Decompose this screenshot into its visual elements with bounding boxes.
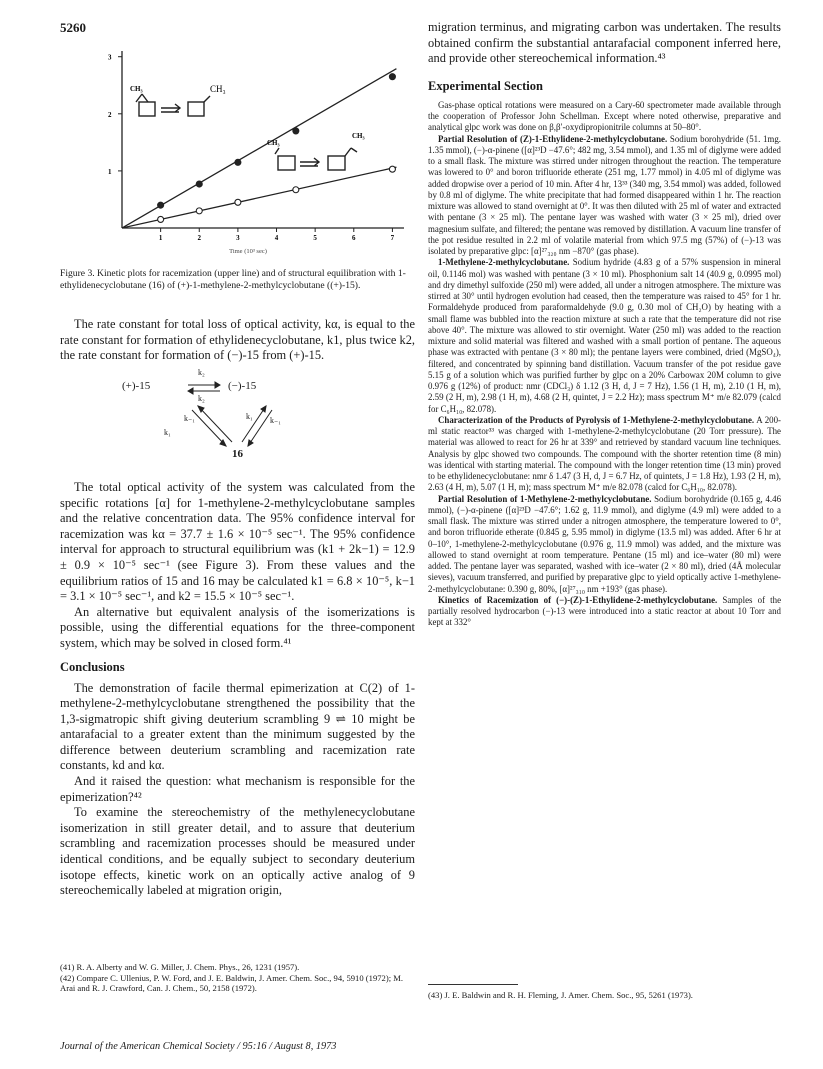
scheme-left: (+)-15 [122,379,151,392]
paragraph: migration terminus, and migrating carbon was undertaken. The results obtained confirm the substantial antarafacial component inferred here, and provide other stereochemical information.⁴³ [428,20,781,66]
experimental-paragraph [428,257,781,415]
equilibration-point [158,216,164,222]
kinetic-scheme [60,367,415,472]
racemization-point [158,202,164,208]
x-tick-label: 7 [390,234,395,242]
equilibration-point [293,187,299,193]
subsection-body: Sodium borohydride (0.165 g, 4.46 mmol), (−)-α-pinene ([α]²³D −47.6°; 1.62 g, 11.9 mmol), and diglyme (4.9 ml) were added to a small flask. The mixture was stirred under a nitrogen atmosphere, the temperature lowered to 0°, and boron trifluoride etherate (0.845 g, 5.95 mmol) in diglyme (13.5 ml) was added. After 6 hr at 0–10°, 1-methylene-2-methylcyclobutane (0.976 g, 11.9 mmol) was added, and the mixture was allowed to stand overnight at room temperature. Pentane (15 ml) and ice–water (80 ml) were added. The pentane layer was separated, washed with ice–water (2 × 80 ml), dried (4Å molecular sieves), vacuum transferred, and purified by preparative glpc to yield optically active 1-methylene-2-methylcyclobutane: 0.390 g, 80%, [α]²⁷₃₁₀ nm +193° (gas phase). [428,493,782,594]
paragraph: The total optical activity of the system was calculated from the specific rotations [α] for 1-methylene-2-methylcyclobutane samples and the relative concentration data. The 95% confidence interval for racemization was kα = 37.7 ± 1.6 × 10⁻⁵ sec⁻¹. The 95% confidence interval for approach to structural equilibrium was (k1 + 2k−1) = 12.9 ± 0.9 × 10⁻⁵ sec⁻¹ (see Figure 3). From these values and the equilibrium ratios of 15 and 16 may be calculated k1 = 6.8 × 10⁻⁵, k−1 = 3.1 × 10⁻⁵ sec⁻¹, and k2 = 15.5 × 10⁻⁵ sec⁻¹. [60,479,415,604]
left-column [60,268,415,899]
racemization-point [293,128,299,134]
footnote: (41) R. A. Alberty and W. G. Miller, J. Chem. Phys., 26, 1231 (1957). [60,962,300,972]
page-number: 5260 [60,20,86,35]
y-tick-label: 1 [108,167,112,176]
equilibration-point [235,199,241,205]
scheme-k1: k₁ [246,411,253,421]
racemization-point [389,74,395,80]
section-heading: Conclusions [60,659,125,674]
scheme-k2: k₂ [198,393,205,403]
footnote: (42) Compare C. Ullenius, P. W. Ford, and J. E. Baldwin, J. Amer. Chem. Soc., 94, 5910 (1972); M. Arai and R. J. Crawford, Can. J. Chem., 50, 2158 (1972). [60,972,404,994]
y-ticks [108,54,122,176]
subsection-title: Partial Resolution of (Z)-1-Ethylidene-2-methylcyclobutane. [438,133,668,144]
x-tick-label: 2 [197,234,202,242]
footnote-rule [428,984,518,985]
paragraph: An alternative but equivalent analysis of the isomerizations is possible, using the differential equations for the three-component system, which may be solved in closed form.⁴¹ [60,604,415,650]
molecule-label: CH₃ [210,84,226,94]
molecule-sketch-top [136,94,210,116]
scheme-km1: k₋₁ [184,413,196,423]
subsection-title: Characterization of the Products of Pyrolysis of 1-Methylene-2-methylcyclobutane. [438,414,755,425]
x-tick-label: 6 [352,234,356,242]
subsection-title: 1-Methylene-2-methylcyclobutane. [438,257,570,268]
scheme-arrows [60,376,415,472]
racemization-point [196,181,202,187]
subsection-body: Sodium borohydride (51. 1mg. 1.35 mmol), (−)-α-pinene ([α]²³D −47.6°; 482 mg, 3.54 mmol), and 1.35 ml of diglyme were added to a small flask. The mixture was stirred under nitrogen throughout the reaction. The temperature was lowered to 0° and boron trifluoride etherate (251 mg, 1.77 mmol) in 4.05 ml of diglyme was added dropwise over a period of 10 min. After 4 hr, 13³³ (340 mg, 3.54 mmol) was added, followed by 0.8 ml of diglyme. The white precipitate that had formed disappeared within 1 hr. The reaction mixture was allowed to stand overnight at 0°. It was then diluted with 25 ml of water and extracted with pentane (3 × 25 ml). The pentane layer was washed with water (3 × 25 ml), dried over magnesium sulfate, and filtered; the pentane was removed by distillation. A vacuum line transfer of the pot residue resulted in 2.2 ml of volatile material from which 97.5 mg (57%) of (−)-13 was isolated by preparative glpc: [α]²⁷₃₂₀ nm −870° (gas phase). [428,133,781,257]
paragraph: Gas-phase optical rotations were measured on a Cary-60 spectrometer made available through the cooperation of Professor John Schellman. Except where noted otherwise, preparative and analytical glpc work was done on β,β′-oxydipropionitrile columns at 50–80°. [428,99,781,133]
scheme-km1: k₋₁ [270,415,282,425]
scheme-bottom: 16 [232,447,243,460]
experimental-paragraph [428,134,781,258]
molecule-label: CH₃ [267,139,280,147]
paragraph: To examine the stereochemistry of the methylenecyclobutane isomerization in still greater detail, and to assure that deuterium scrambling and racemization processes should be measured under identical conditions, and be equally subject to secondary deuterium isotope effects, kinetic work on an optically active analog of 9 stereochemically labeled at migration origin, [60,805,415,898]
y-tick-label: 2 [108,110,112,119]
footnote: (43) J. E. Baldwin and R. H. Fleming, J. Amer. Chem. Soc., 95, 5261 (1973). [428,990,693,1000]
paragraph: The demonstration of facile thermal epimerization at C(2) of 1-methylene-2-methylcyclobutane strengthened the possibility that the 1,3-sigmatropic shift giving deuterium scrambling 9 ⇌ 10 might be antarafacial to a greater extent than the minimum suggested by the difference between deuterium scrambling and racemization rate constants, kd and kα. [60,680,415,773]
equilibration-point [389,166,395,172]
subsection-body: A 200-ml static reactor³³ was charged with 1-methylene-2-methylcyclobutane (20 Torr pressure). The material was allowed to react for 26 hr at 339° and retrieved by standard vacuum line techniques. Analysis by glpc showed two compounds. The compound with the shorter retention time (8 min) was identical with starting material. The compound with the longer retention time (13 min) proved to be ethylidenecyclobutane: nmr δ 1.47 (3 H, d, J = 6.7 Hz, of quintets, J = 1.8 Hz), 1.93 (2 H, m), 2.63 (4 H, m), 5.07 (1 H, m); mass spectrum M⁺ m/e 82.078 (calcd for C₆H₁₀, 82.078). [428,414,781,493]
kinetic-plot [92,46,412,258]
x-tick-label: 1 [158,234,163,242]
x-tick-label: 5 [313,234,317,242]
left-footnotes [60,962,415,994]
paragraph: And it raised the question: what mechanism is responsible for the epimerization?⁴² [60,774,415,804]
molecule-label: CH₃ [352,132,365,140]
x-axis-label: Time (10³ sec) [229,248,267,255]
scheme-right: (−)-15 [228,379,257,392]
subsection-title: Partial Resolution of 1-Methylene-2-methylcyclobutane. [438,493,652,504]
figure-caption: Figure 3. Kinetic plots for racemization (upper line) and of structural equilibration with 1-ethylidenecyclobutane (16) of (+)-1-methylene-2-methylcyclobutane ((+)-15). [60,268,406,291]
experimental-paragraph [428,494,781,595]
racemization-point [235,159,241,165]
x-tick-label: 3 [236,234,240,242]
molecule-label: CH₃ [130,85,143,93]
x-ticks [159,228,395,242]
series-points [158,74,396,223]
x-tick-label: 4 [274,234,279,242]
scheme-k2: k₂ [198,367,205,377]
subsection-body: Sodium hydride (4.83 g of a 57% suspension in mineral oil, 0.1146 mol) was washed with pentane (3 × 10 ml). Phosphonium salt 14 (40.9 g, 0.0995 mol) and dry dimethyl sulfoxide (250 ml) were added, all under a nitrogen atmosphere. The mixture was stirred at 30° until hydrogen evolution had ceased, then the temperature was raised to 45° for 1 hr. Formaldehyde produced from paraformaldehyde (9.0 g, 0.30 mol of CH₂O) by heating with a small flame was bubbled into the reaction mixture at such a rate that the temperature did not rise above 40°. The mixture was allowed to stir overnight. Water (250 ml) was added to the reaction mixture and solid material was filtered and washed with a small portion of pentane. The aqueous phase was extracted with pentane (3 × 80 ml); the pentane layers were combined, dried (MgSO₄), filtered, and concentrated by spinning band distillation. Vacuum transfer of the pot residue gave 5.15 g of a solution which was purified further by glpc on a 20% Carbowax 20M column to give 0.976 g (12%) of product: nmr (CDCl₃) δ 1.12 (3 H, d, J = 7 Hz), 1.56 (1 H, m), 2.10 (1 H, m), 2.59 (2 H, m), 2.98 (1 H, m), 4.68 (2 H, quintet, J = 2.2 Hz); mass spectrum M⁺ m/e 82.079 (calcd for C₆H₁₀, 82.078). [428,257,781,414]
experimental-paragraph [428,595,781,629]
experimental-paragraph [428,415,781,494]
subsection-title: Kinetics of Racemization of (−)-(Z)-1-Ethylidene-2-methylcyclobutane. [438,594,718,605]
scheme-k1: k₁ [164,427,171,437]
right-footnotes [428,990,781,1001]
subsection-body: Samples of the partially resolved hydrocarbon (−)-13 were introduced into a static reactor at about 10 Torr and kept at 332° [428,594,782,628]
molecule-sketch-bottom [275,148,357,170]
paragraph: The rate constant for total loss of optical activity, kα, is equal to the rate constant for formation of ethylidenecyclobutane, k1, plus twice k2, the rate constant for formation of (−)-15 from (+)-15. [60,317,415,363]
journal-footer: Journal of the American Chemical Society / 95:16 / August 8, 1973 [60,1041,337,1052]
equilibration-point [196,208,202,214]
section-heading: Experimental Section [428,78,543,93]
right-column [428,20,781,629]
y-tick-label: 3 [108,53,112,62]
